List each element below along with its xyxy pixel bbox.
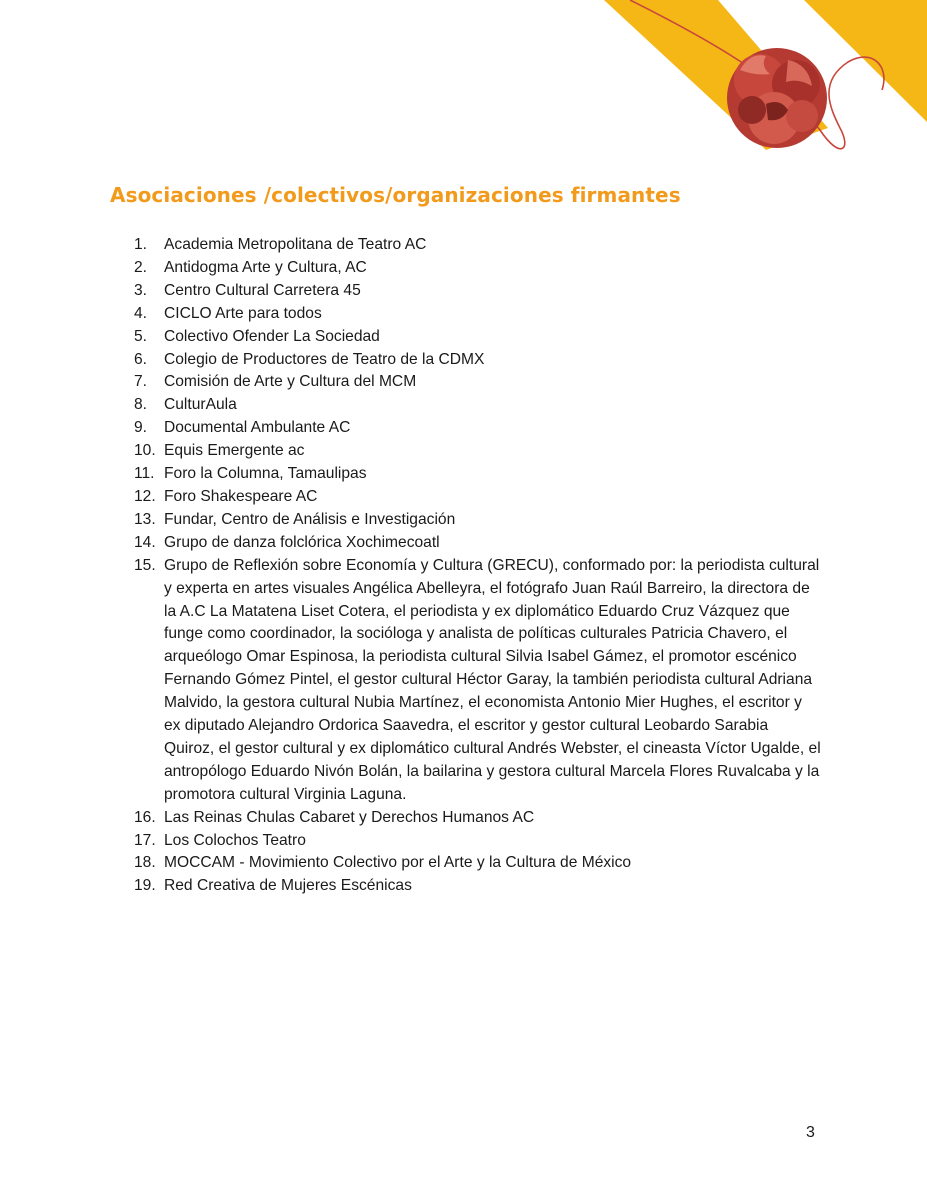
list-item [0,463,927,486]
list-item-number: 1. [134,236,148,253]
list-item [0,875,927,898]
list-item-text: Centro Cultural Carretera 45 [164,281,361,299]
list-item [0,280,927,303]
list-item [0,394,927,417]
list-item [0,509,927,532]
corner-decoration [590,0,927,170]
list-item [0,486,927,509]
list-item-number: 6. [134,350,148,368]
list-item-text: Documental Ambulante AC [164,419,351,437]
section-heading: Asociaciones /colectivos/organizaciones firmantes [110,183,681,207]
list-item-text: Foro Shakespeare AC [164,487,318,505]
list-item [0,234,927,257]
list-item-number: 4. [134,304,148,322]
list-item-number: 11. [134,465,155,483]
list-item [0,349,927,372]
list-item-text: MOCCAM - Movimiento Colectivo por el Arte y la Cultura de México [164,854,632,872]
list-item-number: 15. [134,556,156,574]
list-item-text: Los Colochos Teatro [164,831,306,849]
list-item [0,852,927,875]
list-item [0,807,927,830]
list-item-number: 2. [134,258,148,276]
list-item-number: 13. [134,510,156,528]
list-item [0,303,927,326]
list-item-number: 12. [134,487,156,505]
list-item-text: Las Reinas Chulas Cabaret y Derechos Humanos AC [164,808,535,826]
list-item-number: 16. [134,808,156,826]
list-item-text: Comisión de Arte y Cultura del MCM [164,373,417,391]
list-item-number: 14. [134,533,156,551]
list-item-text: Equis Emergente ac [164,442,305,460]
list-item-number: 9. [134,419,148,437]
list-item-text: Grupo de Reflexión sobre Economía y Cultura (GRECU), conformado por: la periodista cultural y experta en artes visuales Angélica Abelleyra, el fotógrafo Juan Raúl Barreiro, la directora de la A.C La Matatena Liset Cotera, el periodista y ex diplomático Eduardo Cruz Vázquez que funge como coordinador, la socióloga y analista de políticas culturales Patricia Chavero, el arqueólogo Omar Espinosa, la periodista cultural Silvia Isabel Gámez, el promotor escénico Fernando Gómez Pintel, el gestor cultural Héctor Garay, la también periodista cultural Adriana Malvido, la gestora cultural Nubia Martínez, el economista Antonio Mier Hughes, el escritor y ex diputado Alejandro Ordorica Saavedra, el escritor y gestor cultural Leobardo Sarabia Quiroz, el gestor cultural y ex diplomático cultural Andrés Webster, el cineasta Víctor Ugalde, el antropólogo Eduardo Nivón Bolán, la bailarina y gestora cultural Marcela Flores Ruvalcaba y la promotora cultural Virginia Laguna. [164,556,821,803]
list-item-text: Colectivo Ofender La Sociedad [164,327,380,345]
page-number: 3 [806,1124,815,1141]
list-item [0,555,927,807]
lion-head-sculpture-icon [727,48,827,148]
list-item [0,532,927,555]
list-item-text: Academia Metropolitana de Teatro AC [164,236,427,253]
organizations-list [0,234,927,898]
list-item-text: Colegio de Productores de Teatro de la CDMX [164,350,485,368]
list-item-number: 19. [134,877,156,895]
list-item-text: Antidogma Arte y Cultura, AC [164,258,367,276]
list-item [0,417,927,440]
list-item-number: 7. [134,373,148,391]
list-item-number: 18. [134,854,156,872]
list-item-number: 10. [134,442,156,460]
list-item-text: Grupo de danza folclórica Xochimecoatl [164,533,440,551]
list-item [0,326,927,349]
list-item-number: 5. [134,327,148,345]
list-item [0,257,927,280]
list-item-text: CICLO Arte para todos [164,304,322,322]
list-item-number: 3. [134,281,148,299]
list-item-text: Foro la Columna, Tamaulipas [164,465,367,483]
list-item [0,371,927,394]
list-item [0,830,927,853]
list-item [0,440,927,463]
list-item-number: 8. [134,396,148,414]
list-item-number: 17. [134,831,156,849]
list-item-text: Fundar, Centro de Análisis e Investigación [164,510,456,528]
list-item-text: CulturAula [164,396,237,414]
list-item-text: Red Creativa de Mujeres Escénicas [164,877,412,895]
